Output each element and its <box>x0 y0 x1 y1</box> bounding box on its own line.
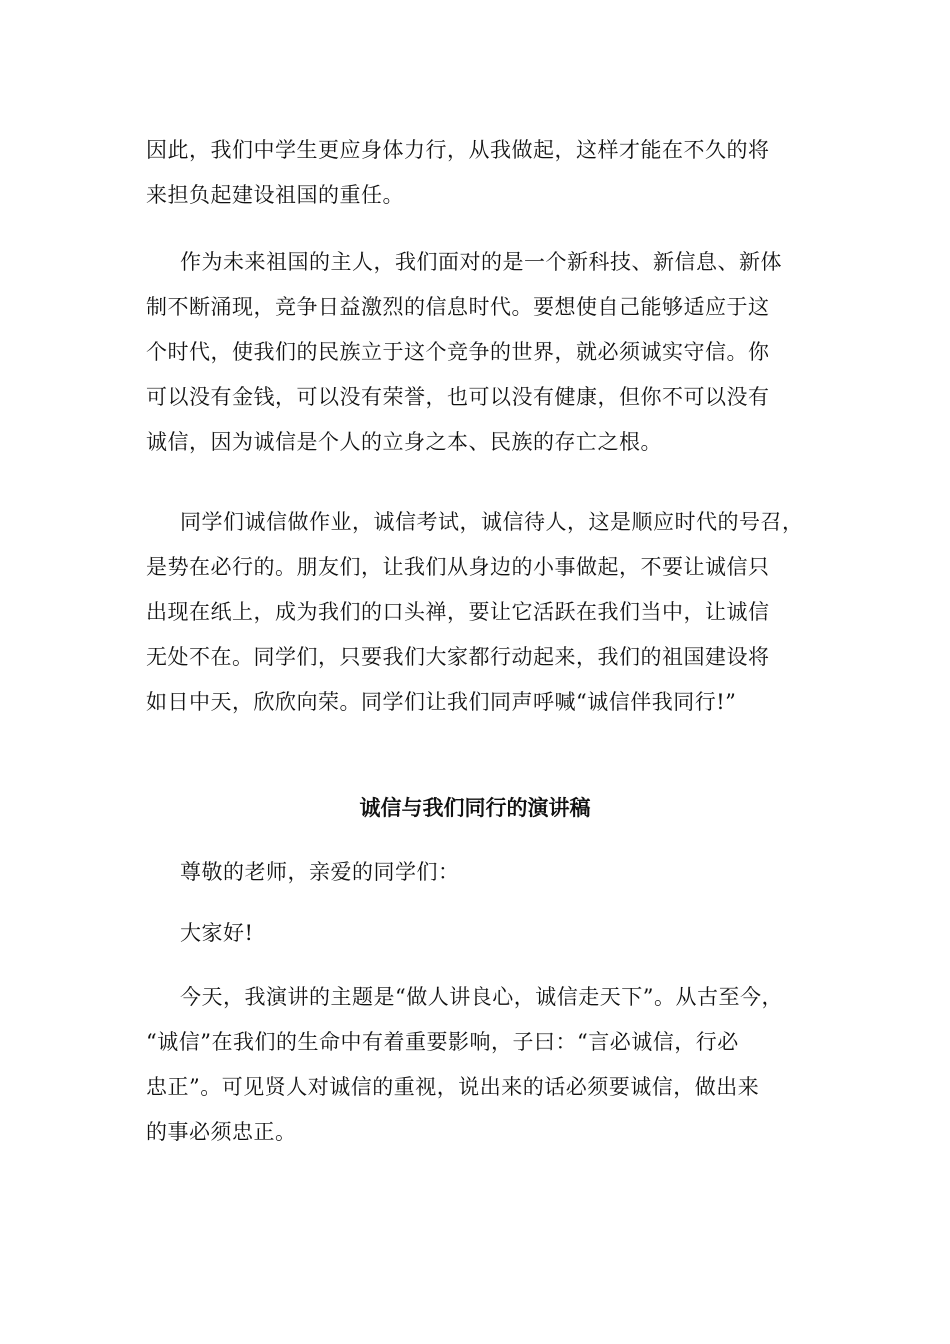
paragraph-2 <box>146 240 826 465</box>
paragraph-1 <box>146 128 826 218</box>
paragraph-line: 作为未来祖国的主人，我们面对的是一个新科技、新信息、新体 <box>180 250 782 274</box>
paragraph-4 <box>146 975 826 1155</box>
greeting: 尊敬的老师，亲爱的同学们： <box>180 860 460 884</box>
paragraph-3 <box>146 500 826 725</box>
paragraph-line: 同学们诚信做作业，诚信考试，诚信待人，这是顺应时代的号召， <box>180 510 804 534</box>
salutation: 大家好! <box>180 921 254 945</box>
paragraph-line: 因此，我们中学生更应身体力行，从我做起，这样才能在不久的将 <box>146 138 770 162</box>
paragraph-line: 诚信，因为诚信是个人的立身之本、民族的存亡之根。 <box>146 430 662 454</box>
paragraph-line: 无处不在。同学们，只要我们大家都行动起来，我们的祖国建设将 <box>146 645 770 669</box>
section-title: 诚信与我们同行的演讲稿 <box>359 796 591 820</box>
paragraph-line: 是势在必行的。朋友们，让我们从身边的小事做起，不要让诚信只 <box>146 555 770 579</box>
paragraph-line: 来担负起建设祖国的重任。 <box>146 183 404 207</box>
paragraph-line: 可以没有金钱，可以没有荣誉，也可以没有健康，但你不可以没有 <box>146 385 770 409</box>
paragraph-line: 制不断涌现，竞争日益激烈的信息时代。要想使自己能够适应于这 <box>146 295 770 319</box>
paragraph-line: 的事必须忠正。 <box>146 1120 297 1144</box>
paragraph-line: 忠正”。可见贤人对诚信的重视，说出来的话必须要诚信，做出来 <box>146 1075 760 1099</box>
paragraph-line: 今天，我演讲的主题是“做人讲良心，诚信走天下”。从古至今， <box>180 985 783 1009</box>
paragraph-line: 出现在纸上，成为我们的口头禅，要让它活跃在我们当中，让诚信 <box>146 600 770 624</box>
paragraph-line: 如日中天，欣欣向荣。同学们让我们同声呼喊“诚信伴我同行!” <box>146 690 737 714</box>
paragraph-line: 个时代，使我们的民族立于这个竞争的世界，就必须诚实守信。你 <box>146 340 770 364</box>
paragraph-line: “诚信”在我们的生命中有着重要影响，子曰：“言必诚信，行必 <box>146 1030 739 1054</box>
